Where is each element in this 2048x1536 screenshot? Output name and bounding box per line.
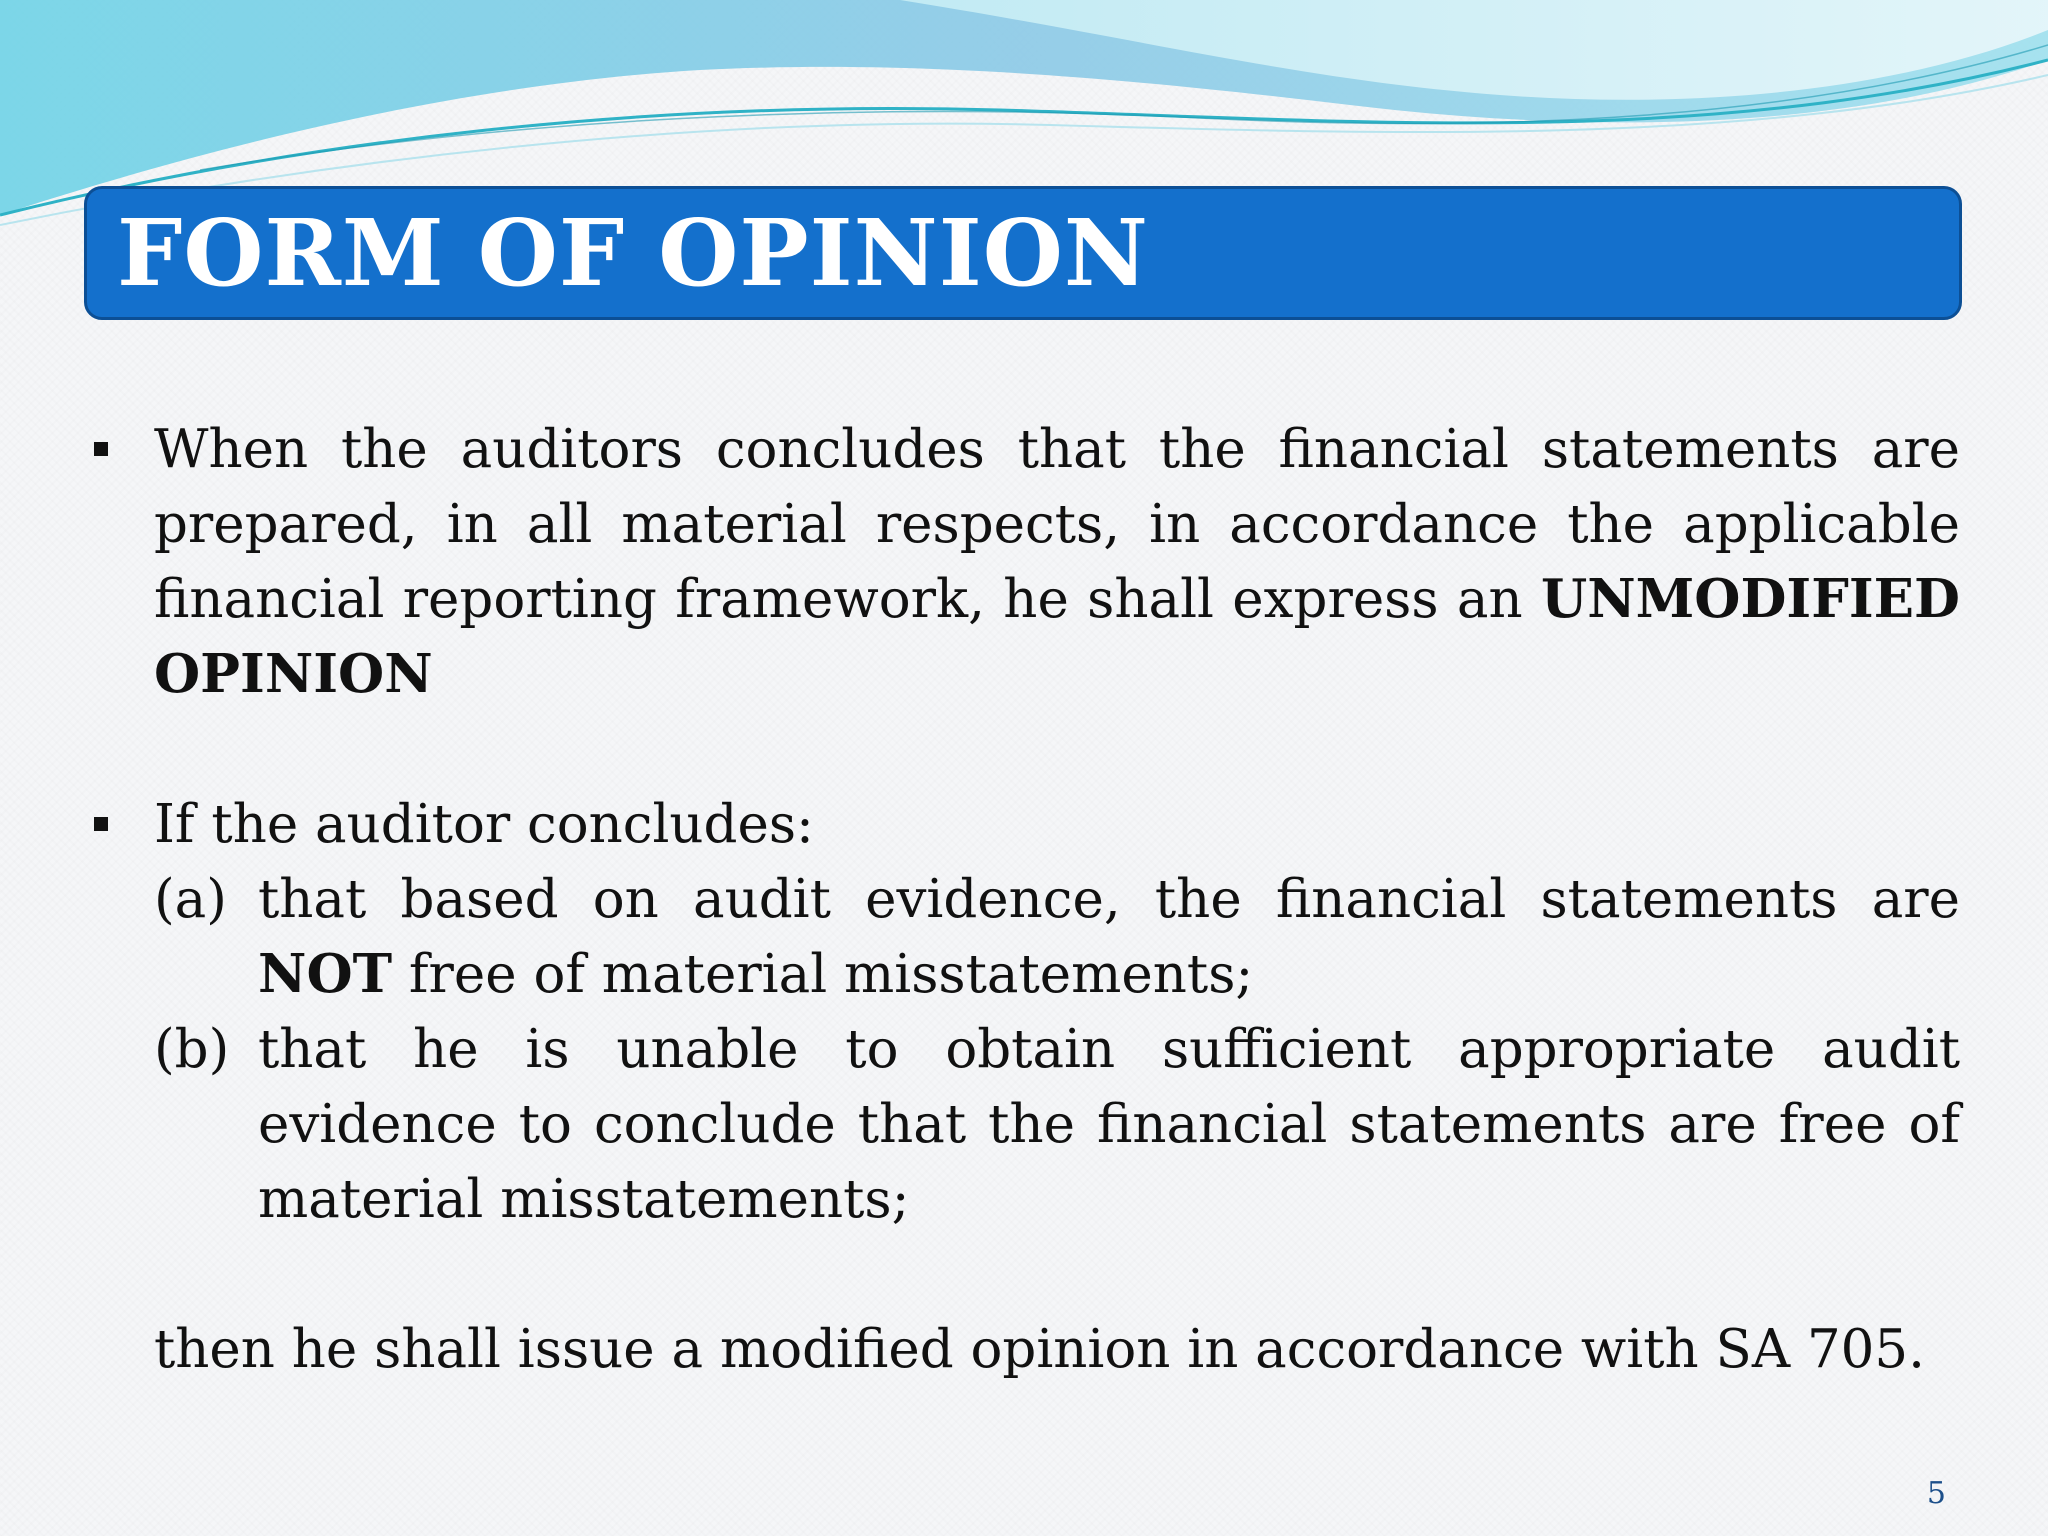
square-bullet-icon (94, 817, 108, 831)
sub-item-b (154, 1012, 1960, 1237)
sub-item-label: (b) (154, 1019, 230, 1080)
bullet-bold-text: UNMODIFIED OPINION (154, 568, 1960, 705)
sub-item-text-part: that based on audit evidence, the financial statements are (258, 869, 1960, 930)
bullet-text: When the auditors concludes that the financial statements are prepared, in all material respects, in accordance the applicable financial reporting framework, he shall express an (154, 419, 1960, 630)
bullet-paragraph (154, 412, 1960, 712)
bullet-text: If the auditor concludes: (154, 794, 814, 855)
square-bullet-icon (94, 442, 108, 456)
sub-item-text-part: free of material misstatements; (392, 944, 1254, 1005)
title-bar (84, 186, 1962, 320)
page-number: 5 (1926, 1476, 1946, 1511)
sub-item-text (258, 862, 1960, 1012)
sub-item-label: (a) (154, 869, 227, 930)
paragraph-gap (90, 712, 1960, 787)
sub-item-text: that he is unable to obtain sufficient appropriate audit evidence to conclude that the financial statements are free of material misstatements; (258, 1019, 1960, 1230)
bullet-unmodified-opinion (90, 412, 1960, 712)
slide-title: FORM OF OPINION (117, 199, 1149, 307)
conclusion-text: then he shall issue a modified opinion in accordance with SA 705. (154, 1319, 1925, 1380)
sub-item-a (154, 862, 1960, 1012)
bullet-auditor-concludes (90, 787, 1960, 1237)
paragraph-gap (90, 1237, 1960, 1312)
slide-content (90, 412, 1960, 1387)
sub-item-bold-text: NOT (258, 943, 393, 1005)
